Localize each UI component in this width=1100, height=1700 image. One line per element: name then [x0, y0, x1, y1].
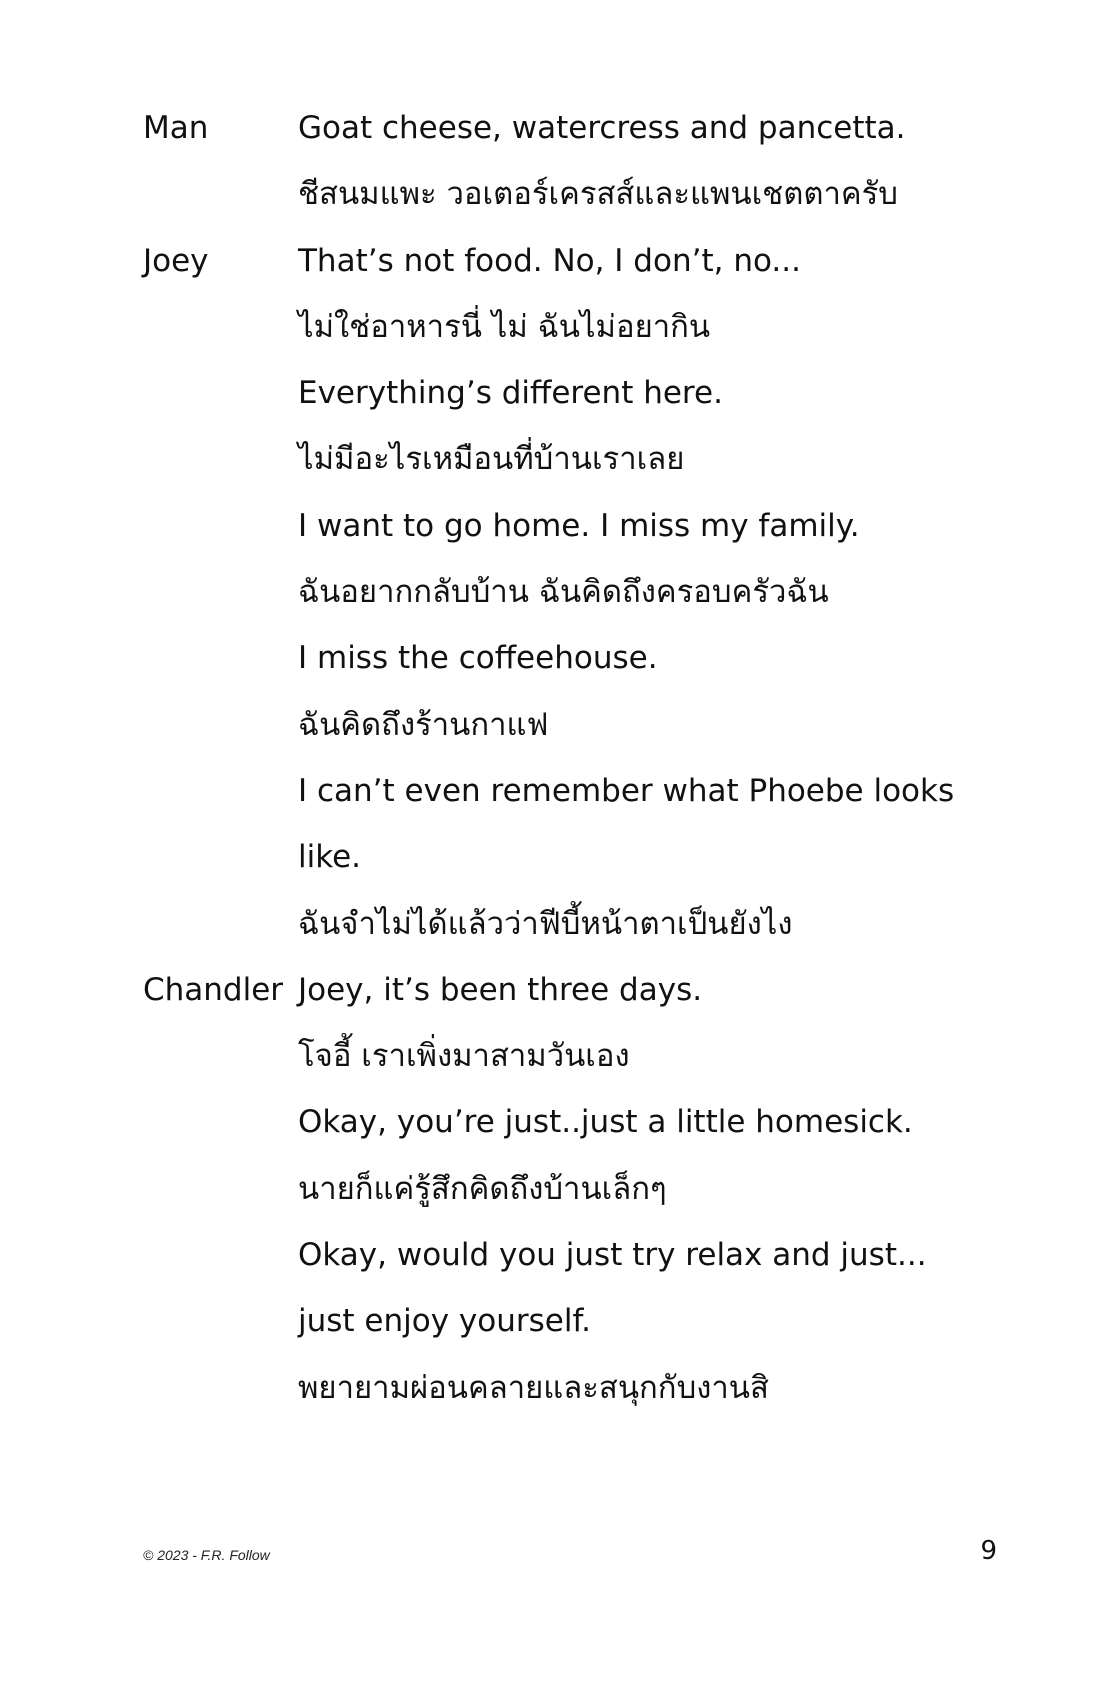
dialogue-text: just enjoy yourself.	[298, 1303, 591, 1340]
dialogue-line	[143, 95, 1023, 161]
dialogue-text: ฉันอยากกลับบ้าน ฉันคิดถึงครอบครัวฉัน	[298, 574, 829, 611]
speaker-name: Joey	[143, 242, 209, 279]
dialogue-line	[143, 758, 1023, 824]
dialogue-text: I miss the coffeehouse.	[298, 640, 658, 677]
dialogue-line	[143, 426, 1023, 492]
dialogue-text: ชีสนมแพะ วอเตอร์เครสส์และแพนเชตตาครับ	[298, 176, 898, 213]
dialogue-line	[143, 625, 1023, 691]
dialogue-line	[143, 1156, 1023, 1222]
dialogue-text: Joey, it’s been three days.	[298, 971, 703, 1008]
dialogue-text: Goat cheese, watercress and pancetta.	[298, 110, 906, 146]
dialogue-text: ไม่ใช่อาหารนี่ ไม่ ฉันไม่อยากิน	[298, 308, 711, 345]
dialogue-line	[143, 1089, 1023, 1155]
dialogue-line	[143, 1288, 1023, 1354]
dialogue-line	[143, 824, 1023, 890]
dialogue-text: ฉันจำไม่ได้แล้วว่าฟีบี้หน้าตาเป็นยังไง	[298, 905, 793, 942]
dialogue-line	[143, 1023, 1023, 1089]
dialogue-text: I want to go home. I miss my family.	[298, 507, 860, 544]
dialogue-line	[143, 559, 1023, 625]
dialogue-text: Okay, you’re just..just a little homesick.	[298, 1104, 913, 1141]
dialogue-text: นายก็แค่รู้สึกคิดถึงบ้านเล็กๆ	[298, 1170, 667, 1207]
dialogue-text: ไม่มีอะไรเหมือนที่บ้านเราเลย	[298, 441, 685, 478]
dialogue-text: Okay, would you just try relax and just...	[298, 1237, 927, 1274]
dialogue-text: โจอี้ เราเพิ่งมาสามวันเอง	[298, 1038, 630, 1075]
speaker-name: Man	[143, 110, 209, 146]
dialogue-line	[143, 161, 1023, 227]
copyright-footer: © 2023 - F.R. Follow	[143, 1547, 270, 1563]
page-number: 9	[980, 1536, 997, 1566]
dialogue-line	[143, 360, 1023, 426]
dialogue-text: Everything’s different here.	[298, 375, 723, 412]
dialogue-text: I can’t even remember what Phoebe looks	[298, 772, 955, 809]
dialogue-line	[143, 294, 1023, 360]
dialogue-text: That’s not food. No, I don’t, no...	[298, 242, 801, 279]
dialogue-line	[143, 891, 1023, 957]
dialogue-line	[143, 957, 1023, 1023]
dialogue-text: พยายามผ่อนคลายและสนุกกับงานสิ	[298, 1369, 769, 1406]
script-dialogue	[143, 95, 1023, 1421]
dialogue-line	[143, 1222, 1023, 1288]
dialogue-line	[143, 1355, 1023, 1421]
dialogue-text: ฉันคิดถึงร้านกาแฟ	[298, 706, 549, 743]
dialogue-line	[143, 493, 1023, 559]
dialogue-text: like.	[298, 839, 361, 876]
dialogue-line	[143, 692, 1023, 758]
speaker-name: Chandler	[143, 971, 284, 1008]
dialogue-line	[143, 228, 1023, 294]
